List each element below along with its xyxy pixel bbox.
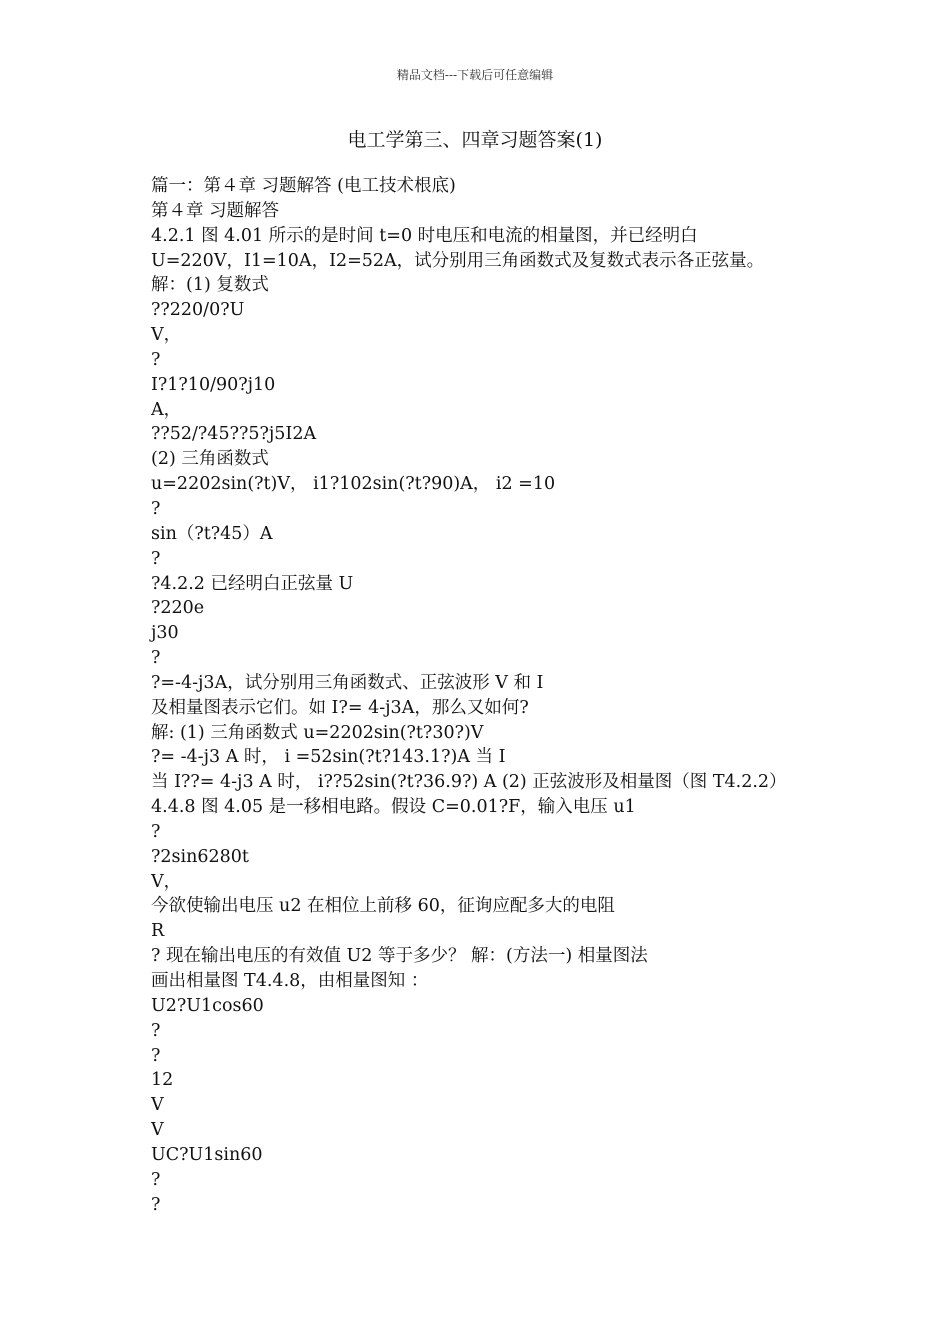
text-line: V， — [151, 871, 182, 892]
text-line: U2?U1cos60 — [151, 995, 264, 1016]
text-line: R — [151, 921, 165, 942]
text-line: 今欲使输出电压 u2 在相位上前移 60，征询应配多大的电阻 — [151, 896, 615, 917]
text-line: 第４章 习题解答 — [151, 200, 280, 221]
text-line: ? — [151, 548, 161, 569]
text-line: (2) 三角函数式 — [151, 449, 269, 470]
text-line: 画出相量图 T4.4.8，由相量图知 ： — [151, 971, 429, 991]
text-line: 4.2.1 图 4.01 所示的是时间 t=0 时电压和电流的相量图，并已经明白 — [151, 225, 698, 246]
text-line: ? 现在输出电压的有效值 U2 等于多少？ 解：(方法一) 相量图法 — [151, 946, 648, 967]
text-line: ? — [151, 1169, 161, 1190]
text-line: ? — [151, 1020, 161, 1041]
text-line: 及相量图表示它们。如 I?= 4-j3A，那么又如何? — [151, 697, 529, 718]
text-line: V， — [151, 325, 182, 346]
text-line: U=220V，I1=10A，I2=52A，试分别用三角函数式及复数式表示各正弦量。 — [151, 250, 765, 271]
text-line: 篇一：第４章 习题解答 (电工技术根底) — [151, 176, 456, 196]
text-line: ? — [151, 821, 161, 842]
document-title: 电工学第三、四章习题答案(1) — [347, 129, 603, 151]
text-line: ??220/0?U — [151, 300, 245, 321]
text-line: V — [151, 1095, 164, 1116]
text-line: 解：(1) 复数式 — [151, 275, 269, 296]
text-line: ?2sin6280t — [151, 846, 249, 867]
text-line: ??52/?45??5?j5I2A — [151, 424, 317, 445]
text-line: ? — [151, 1194, 161, 1215]
text-line: 12 — [151, 1070, 174, 1091]
header-note: 精品文档---下载后可任意编辑 — [396, 68, 554, 82]
text-line: ? — [151, 1045, 161, 1066]
text-line: ? — [151, 498, 161, 519]
text-line: 4.4.8 图 4.05 是一移相电路。假设 C=0.01?F，输入电压 u1 — [151, 797, 636, 818]
text-line: V — [151, 1120, 164, 1141]
text-line: 解: (1) 三角函数式 u=2202sin(?t?30?)V — [151, 722, 484, 743]
text-line: ?= -4-j3 A 时， i =52sin(?t?143.1?)A 当 I — [151, 747, 506, 768]
text-line: sin（?t?45）A — [151, 523, 273, 544]
text-line: j30 — [151, 623, 179, 644]
text-line: UC?U1sin60 — [151, 1144, 263, 1165]
text-line: I?1?10/90?j10 — [151, 374, 276, 395]
text-line: u=2202sin(?t)V， i1?102sin(?t?90)A， i2 =10 — [151, 474, 556, 495]
text-line: ?=-4-j3A，试分别用三角函数式、正弦波形 V 和 I — [151, 672, 544, 693]
text-line: ? — [151, 349, 161, 370]
text-line: ?4.2.2 已经明白正弦量 U — [151, 573, 354, 594]
text-line: ? — [151, 648, 161, 669]
text-line: ?220e — [151, 598, 205, 619]
document-body — [151, 174, 931, 1217]
text-line: 当 I??= 4-j3 A 时， i??52sin(?t?36.9?) A (2) 正弦波形及相量图（图 T4.2.2） — [151, 772, 787, 793]
text-line: A， — [151, 399, 182, 420]
